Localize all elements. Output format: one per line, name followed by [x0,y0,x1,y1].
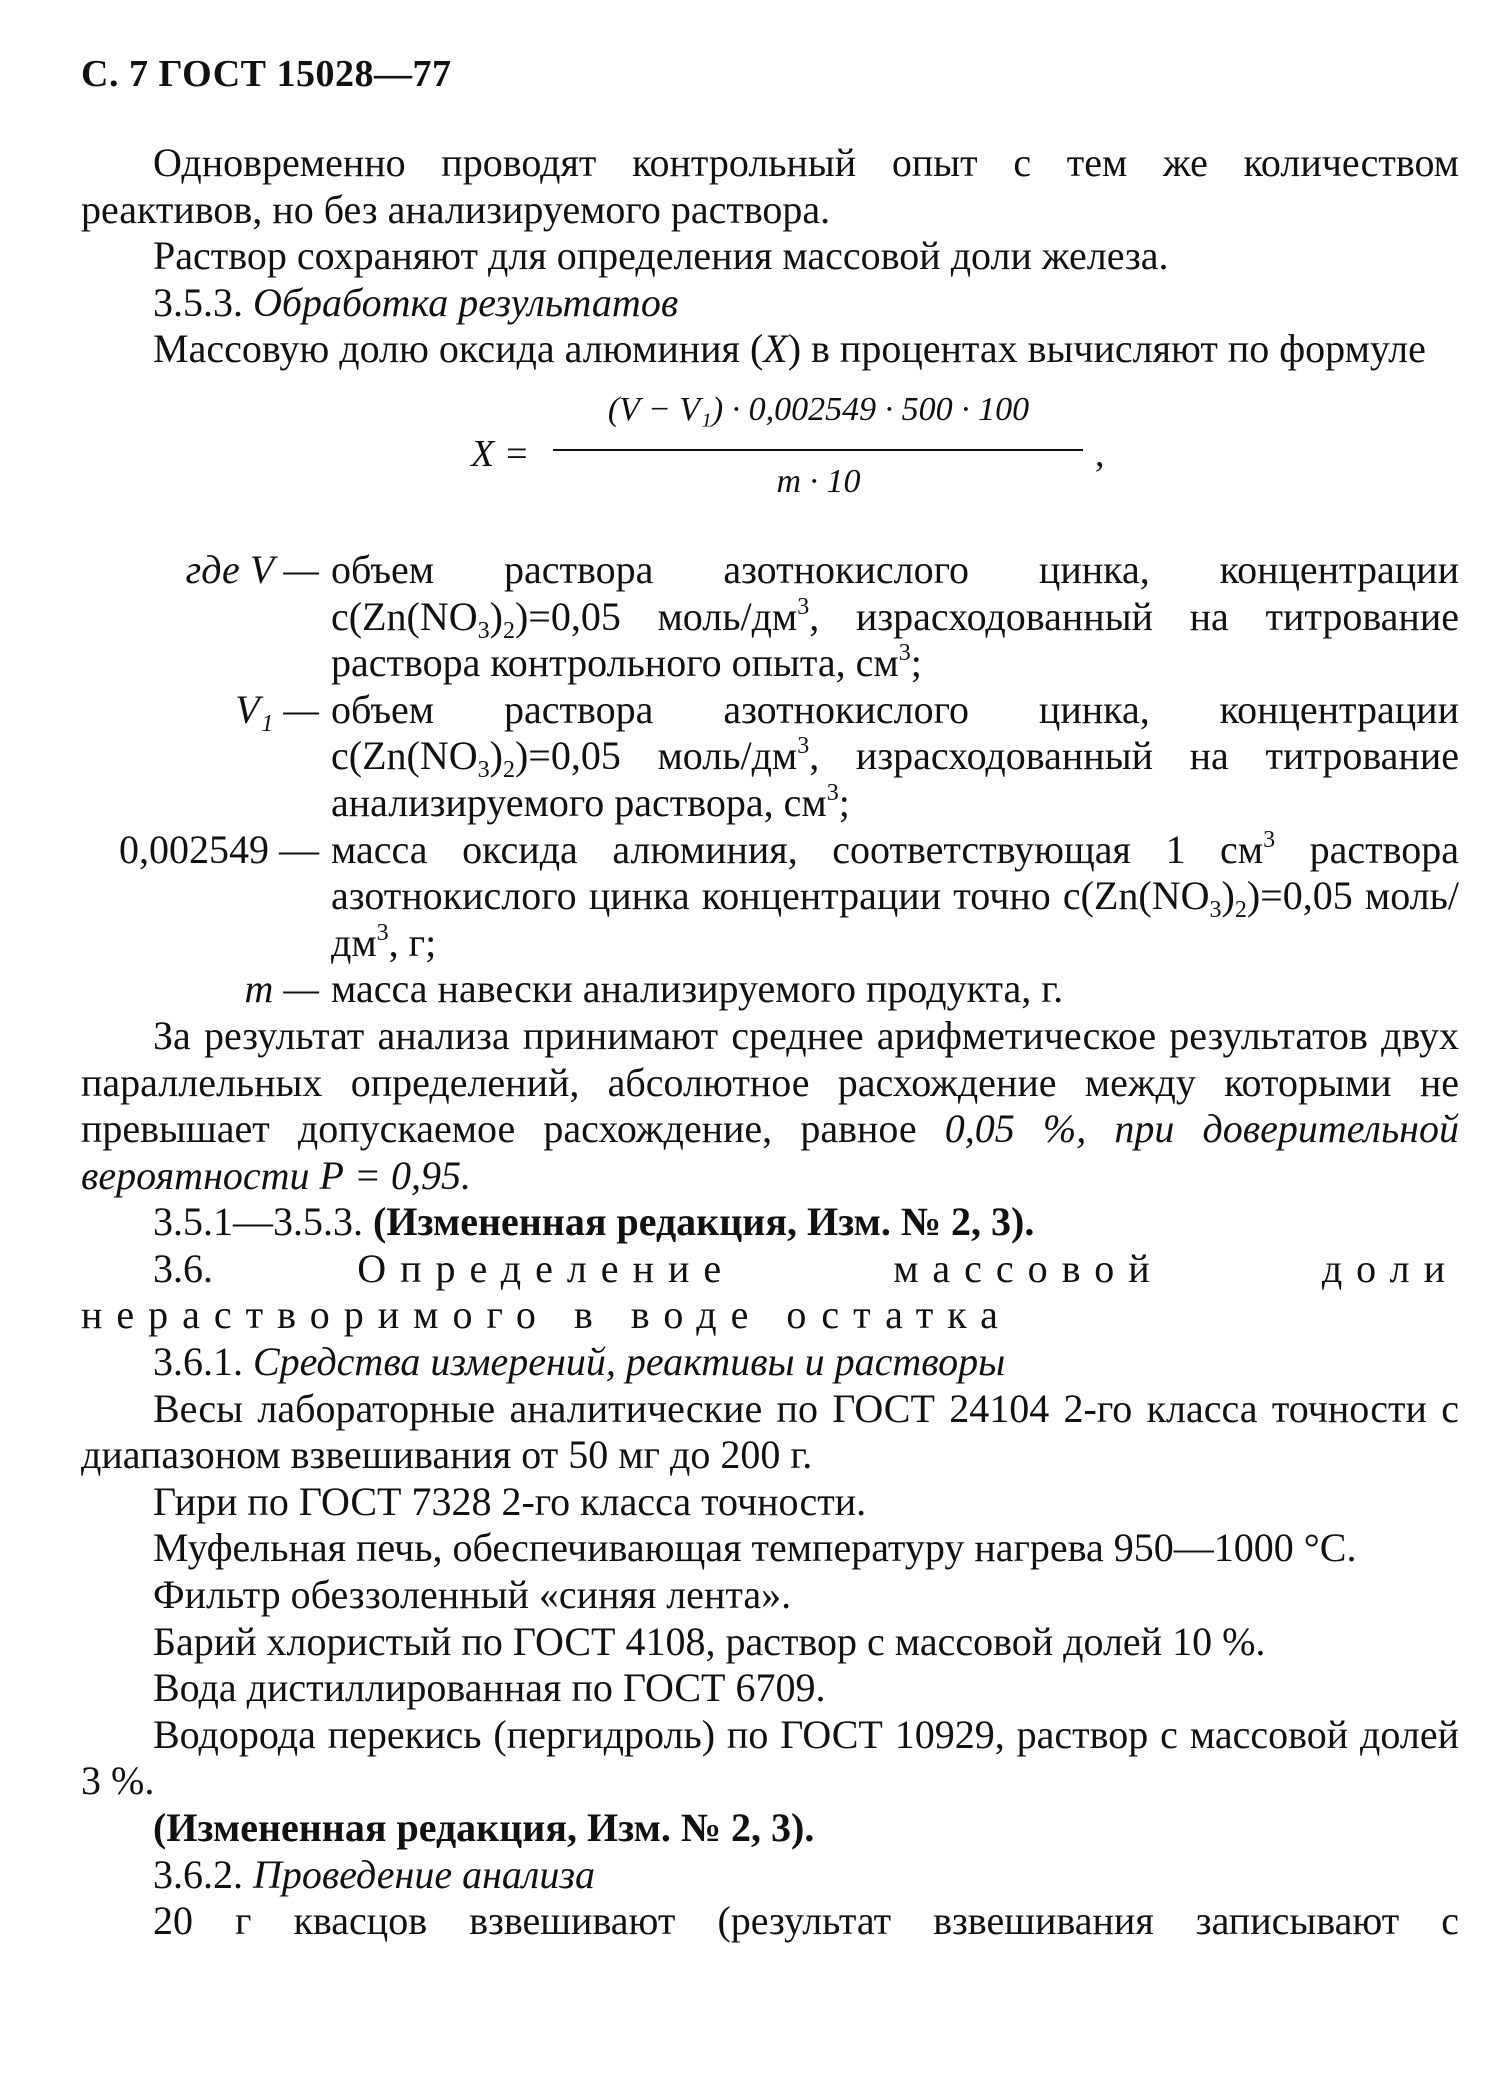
requirement-peroxide: Водорода перекись (пергидроль) по ГОСТ 10929, раствор с массовой долей 3 %. [81,1711,1459,1804]
intro-text-a: Массовую долю оксида алюминия ( [153,326,764,372]
definition-m [81,966,1459,1013]
amendment-ref: 3.5.1—3.5.3. [153,1199,363,1245]
paragraph-analysis-start: 20 г квасцов взвешивают (результат взвешивания записывают с [153,1898,1459,1944]
section-number: 3.5.3. [153,279,243,325]
definition-coefficient [81,827,1459,967]
definition-symbol: где V — [185,546,319,592]
formula-trailing-comma: , [1095,432,1105,475]
result-text: За результат анализа принимают среднее арифметическое результатов двух параллельных определений, абсолютное расхождение между которыми не превышает допускаемое расхождение, равное [81,1012,1459,1152]
definition-text: масса оксида алюминия, соответствующая 1 $см^3$ раствора азотнокислого цинка концентрации точно $c(Zn(NO_3)_2)=0,05$ моль/$дм^3$, г; [331,826,1459,965]
fraction-bar [553,449,1083,451]
section-3-6-1-heading [81,1339,1459,1386]
page-header: С. 7 ГОСТ 15028—77 [81,53,452,95]
amendment-text: (Измененная редакция, Изм. № 2, 3). [373,1199,1035,1245]
definitions-list [81,547,1459,1013]
section-3-6-2-heading [81,1852,1459,1899]
formula-lhs: X = [471,432,530,475]
paragraph-result [81,1013,1459,1199]
section-title: Определение массовой доли нерастворимого в воде остатка [81,1245,1460,1338]
section-title: Обработка результатов [253,279,679,325]
requirement-scales: Весы лабораторные аналитические по ГОСТ 24104 2-го класса точности с диапазоном взвешивания от 50 мг до 200 г. [81,1385,1459,1478]
definition-text: объем раствора азотнокислого цинка, концентрации $c(Zn(NO_3)_2)=0,05$ моль/$дм^3$, израсходованный на титрование анализируемого раствора, $см^3$; [331,686,1459,825]
paragraph-solution-saved: Раствор сохраняют для определения массовой доли железа. [153,233,1169,279]
section-3-5-3-heading [81,280,1459,327]
result-confidence: 0,05 %, при доверительной вероятности Р = 0,95. [81,1106,1460,1198]
section-title: Средства измерений, реактивы и растворы [253,1339,1006,1385]
paragraph-control-experiment: Одновременно проводят контрольный опыт с тем же количеством реактивов, но без анализируемого раствора. [81,140,1459,232]
variable-x: X [763,326,788,372]
intro-text-b: ) в процентах вычисляют по формуле [787,326,1426,372]
section-title: Проведение анализа [253,1851,595,1897]
formula-denominator: m · 10 [776,462,861,500]
document-body [81,140,1459,1945]
formula-numerator: (V − V₁) · 0,002549 · 500 · 100 [607,390,1030,428]
section-number: 3.6.1. [153,1339,243,1385]
definition-text: масса навески анализируемого продукта, г. [331,966,1064,1012]
definition-text: объем раствора азотнокислого цинка, концентрации $c(Zn(NO_3)_2)=0,05$ моль/$дм^3$, израсходованный на титрование раствора контрольного опыта, $см^3$; [331,546,1459,686]
paragraph-formula-intro [81,326,1459,373]
amendment-note-2: (Измененная редакция, Изм. № 2, 3). [153,1805,815,1850]
definition-symbol: 0,002549 — [119,826,319,872]
section-3-6-heading [81,1246,1459,1339]
requirement-barium: Барий хлористый по ГОСТ 4108, раствор с массовой долей 10 %. [153,1618,1266,1664]
requirement-furnace: Муфельная печь, обеспечивающая температуру нагрева 950—1000 °С. [153,1525,1357,1571]
amendment-note [81,1199,1459,1246]
definition-v1 [81,687,1459,827]
requirement-filter: Фильтр обеззоленный «синяя лента». [153,1572,792,1618]
formula-block [81,379,1459,539]
definition-v [81,547,1459,687]
requirement-water: Вода дистиллированная по ГОСТ 6709. [153,1665,826,1711]
section-number: 3.6.2. [153,1851,243,1897]
definition-symbol: m — [244,966,319,1012]
section-number: 3.6. [153,1245,213,1291]
requirement-weights: Гири по ГОСТ 7328 2-го класса точности. [153,1478,867,1524]
definition-symbol: V₁ — [235,686,319,732]
